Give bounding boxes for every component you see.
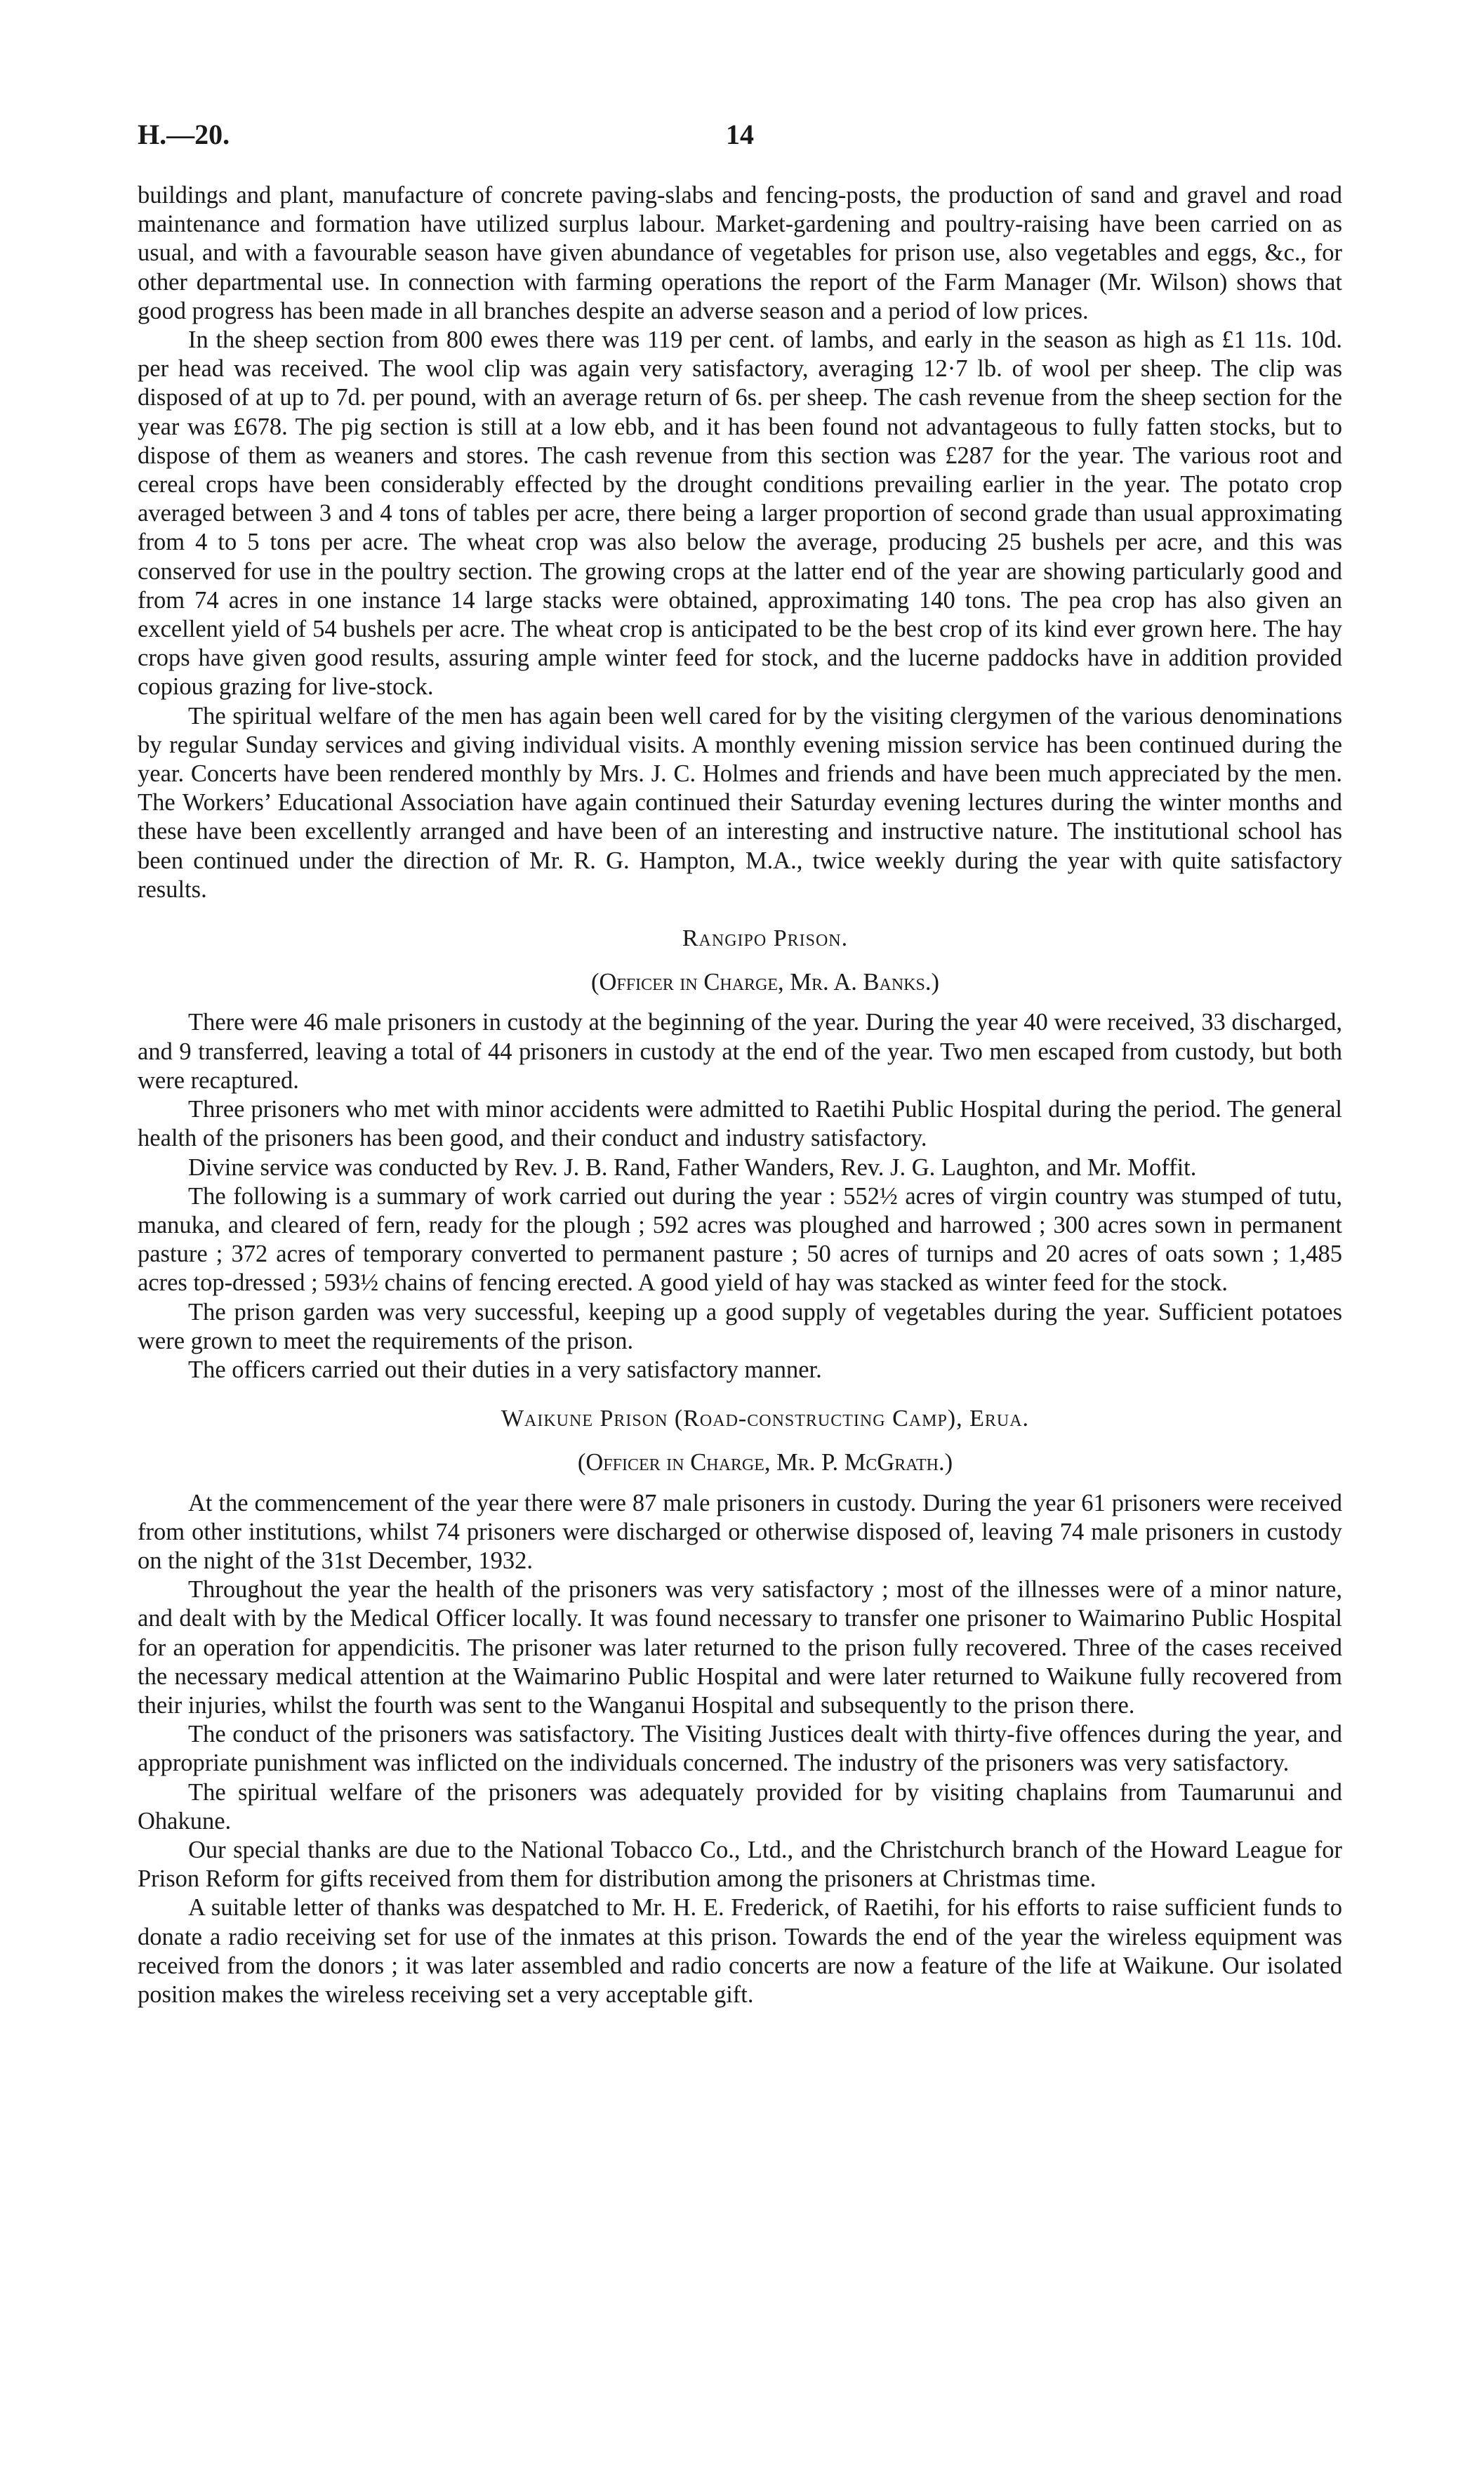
section-heading-rangipo: Rangipo Prison. [682,925,849,952]
paragraph: A suitable letter of thanks was despatched to Mr. H. E. Frederick, of Raetihi, for his efforts to raise sufficient funds to donate a radio receiving set for use of the inmates at this prison. Towards the end of the year the wireless equipment was received from the donors ; it was later assembled and radio concerts are now a feature of the life at Waikune. Our isolated position makes the wireless receiving set a very acceptable gift. [138,1894,1342,2008]
section-subheading-rangipo: (Officer in Charge, Mr. A. Banks.) [591,969,939,996]
paragraph: At the commencement of the year there were 87 male prisoners in custody. During the year 61 prisoners were received from other institutions, whilst 74 prisoners were discharged or otherwise disposed of, leaving 74 male prisoners in custody on the night of the 31st December, 1932. [138,1489,1342,1574]
paragraph: In the sheep section from 800 ewes there was 119 per cent. of lambs, and early in the season as high as £1 11s. 10d. per head was received. The wool clip was again very satisfactory, averaging 12·7 lb. of wool per sheep. The clip was disposed of at up to 7d. per pound, with an average return of 6s. per sheep. The cash revenue from the sheep section for the year was £678. The pig section is still at a low ebb, and it has been found not advantageous to fully fatten stocks, but to dispose of them as weaners and stores. The cash revenue from this section was £287 for the year. The various root and cereal crops have been considerably effected by the drought conditions prevailing earlier in the year. The potato crop averaged between 3 and 4 tons of tables per acre, there being a larger proportion of second grade than usual approximating from 4 to 5 tons per acre. The wheat crop was also below the average, producing 25 bushels per acre, and this was conserved for use in the poultry section. The growing crops at the latter end of the year are showing particularly good and from 74 acres in one instance 14 large stacks were obtained, approximating 140 tons. The pea crop has also given an excellent yield of 54 bushels per acre. The wheat crop is anticipated to be the best crop of its kind ever grown here. The hay crops have given good results, assuring ample winter feed for stock, and the lucerne paddocks have in addition provided copious grazing for live-stock. [138,326,1342,701]
report-reference: H.—20. [138,119,230,150]
paragraph: buildings and plant, manufacture of concrete paving-slabs and fencing-posts, the production of sand and gravel and road maintenance and formation have utilized surplus labour. Market-gardening and poultry-raising have been carried on as usual, and with a favourable season have given abundance of vegetables for prison use, also vegetables and eggs, &c., for other departmental use. In connection with farming operations the report of the Farm Manager (Mr. Wilson) shows that good progress has been made in all branches despite an adverse season and a period of low prices. [138,182,1342,324]
paragraph: Three prisoners who met with minor accidents were admitted to Raetihi Public Hospital during the period. The general health of the prisoners has been good, and their conduct and industry satisfactory. [138,1096,1342,1152]
paragraph: The spiritual welfare of the men has again been well cared for by the visiting clergymen of the various denominations by regular Sunday services and giving individual visits. A monthly evening mission service has been continued during the year. Concerts have been rendered monthly by Mrs. J. C. Holmes and friends and have been much appreciated by the men. The Workers’ Educational Association have again continued their Saturday evening lectures during the winter months and these have been excellently arranged and have been of an interesting and instructive nature. The institutional school has been continued under the direction of Mr. R. G. Hampton, M.A., twice weekly during the year with quite satisfactory results. [138,702,1342,903]
paragraph: Divine service was conducted by Rev. J. B. Rand, Father Wanders, Rev. J. G. Laughton, and Mr. Moffit. [188,1153,1197,1181]
paragraph: There were 46 male prisoners in custody at the beginning of the year. During the year 40 were received, 33 discharged, and 9 transferred, leaving a total of 44 prisoners in custody at the end of the year. Two men escaped from custody, but both were recaptured. [138,1009,1342,1094]
paragraph: Our special thanks are due to the National Tobacco Co., Ltd., and the Christchurch branch of the Howard League for Prison Reform for gifts received from them for distribution among the prisoners at Christmas time. [138,1836,1342,1893]
section-heading-waikune: Waikune Prison (Road-constructing Camp), Erua. [501,1406,1030,1432]
paragraph: Throughout the year the health of the prisoners was very satisfactory ; most of the illnesses were of a minor nature, and dealt with by the Medical Officer locally. It was found necessary to transfer one prisoner to Waimarino Public Hospital for an operation for appendicitis. The prisoner was later returned to the prison fully recovered. Three of the cases received the necessary medical attention at the Waimarino Public Hospital and were later returned to Waikune fully recovered from their injuries, whilst the fourth was sent to the Wanganui Hospital and subsequently to the prison there. [138,1576,1342,1719]
paragraph: The spiritual welfare of the prisoners was adequately provided for by visiting chaplains from Taumarunui and Ohakune. [138,1778,1342,1835]
page-number: 14 [726,119,754,150]
paragraph: The prison garden was very successful, keeping up a good supply of vegetables during the year. Sufficient potatoes were grown to meet the requirements of the prison. [138,1298,1342,1354]
paragraph: The conduct of the prisoners was satisfactory. The Visiting Justices dealt with thirty-five offences during the year, and appropriate punishment was inflicted on the individuals concerned. The industry of the prisoners was very satisfactory. [138,1721,1342,1777]
page-header [138,118,1342,160]
section-subheading-waikune: (Officer in Charge, Mr. P. McGrath.) [577,1449,953,1476]
paragraph: The following is a summary of work carried out during the year : 552½ acres of virgin country was stumped of tutu, manuka, and cleared of fern, ready for the plough ; 592 acres was ploughed and harrowed ; 300 acres sown in permanent pasture ; 372 acres of temporary converted to permanent pasture ; 50 acres of turnips and 20 acres of oats sown ; 1,485 acres top-dressed ; 593½ chains of fencing erected. A good yield of hay was stacked as winter feed for the stock. [138,1182,1342,1297]
report-body [138,181,1342,2009]
paragraph: The officers carried out their duties in a very satisfactory manner. [188,1356,822,1383]
